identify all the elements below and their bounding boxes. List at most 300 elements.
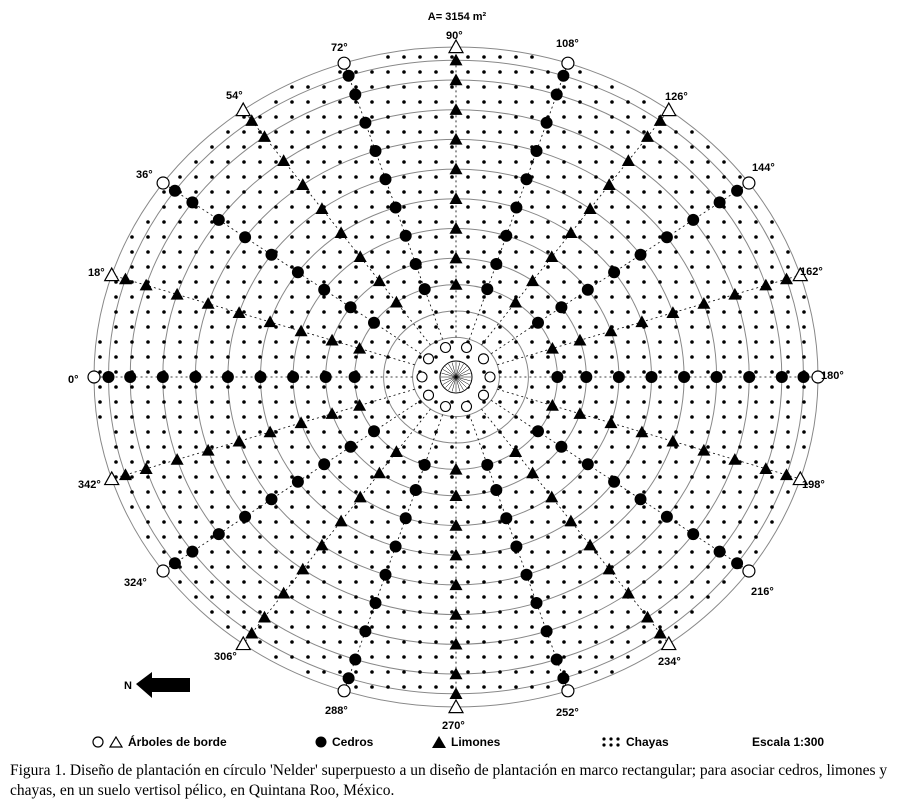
chaya-dot	[130, 310, 134, 314]
chaya-dot	[530, 130, 534, 134]
chaya-dot	[482, 175, 486, 179]
chaya-dot	[466, 325, 470, 329]
chaya-dot	[546, 190, 550, 194]
chaya-dot	[194, 535, 198, 539]
chaya-dot	[594, 340, 598, 344]
chaya-dot	[578, 250, 582, 254]
chaya-dot	[674, 205, 678, 209]
chaya-dot	[434, 115, 438, 119]
chaya-dot	[642, 115, 646, 119]
chaya-dot	[738, 505, 742, 509]
chaya-dot	[354, 565, 358, 569]
chaya-dot	[274, 265, 278, 269]
cedro-tree	[635, 493, 647, 505]
chaya-dot	[242, 580, 246, 584]
chaya-dot	[754, 265, 758, 269]
chaya-dot	[642, 205, 646, 209]
chaya-dot	[754, 490, 758, 494]
chaya-dot	[466, 100, 470, 104]
chaya-dot	[242, 160, 246, 164]
chaya-dot	[402, 460, 406, 464]
chaya-dot	[98, 400, 102, 404]
chaya-dot	[738, 475, 742, 479]
chaya-dot	[162, 400, 166, 404]
chaya-dot	[546, 220, 550, 224]
chaya-dot	[418, 310, 422, 314]
chaya-dot	[274, 415, 278, 419]
chaya-dot	[210, 325, 214, 329]
chaya-dot	[594, 355, 598, 359]
chaya-dot	[722, 430, 726, 434]
chaya-dot	[482, 145, 486, 149]
chaya-dot	[498, 205, 502, 209]
chaya-dot	[450, 490, 454, 494]
chaya-dot	[514, 310, 518, 314]
chaya-dot	[498, 535, 502, 539]
chaya-dot	[514, 145, 518, 149]
chaya-dot	[402, 670, 406, 674]
chaya-dot	[354, 460, 358, 464]
spoke-line	[491, 183, 749, 354]
chaya-dot	[546, 310, 550, 314]
chaya-dot	[658, 535, 662, 539]
chaya-dot	[210, 190, 214, 194]
chaya-dot	[130, 415, 134, 419]
chaya-dot	[786, 250, 790, 254]
chaya-dot	[466, 115, 470, 119]
chaya-dot	[482, 625, 486, 629]
chaya-dot	[658, 190, 662, 194]
limon-tree	[604, 325, 617, 337]
chaya-dot	[706, 385, 710, 389]
chaya-dot	[626, 355, 630, 359]
cedro-tree	[541, 117, 553, 129]
chaya-dot	[290, 355, 294, 359]
chaya-dot	[578, 655, 582, 659]
spoke-306	[236, 103, 430, 345]
chaya-dot	[450, 460, 454, 464]
chaya-dot	[226, 340, 230, 344]
cedro-tree	[532, 425, 544, 437]
chaya-dot	[786, 310, 790, 314]
chaya-dot	[338, 550, 342, 554]
chaya-dot	[610, 385, 614, 389]
chaya-dot	[130, 355, 134, 359]
limon-tree	[759, 462, 772, 474]
chaya-dot	[626, 205, 630, 209]
chaya-dot	[498, 385, 502, 389]
chaya-dot	[530, 640, 534, 644]
chaya-dot	[114, 460, 118, 464]
chaya-dot	[210, 295, 214, 299]
chaya-dot	[242, 130, 246, 134]
chaya-dot	[242, 625, 246, 629]
chaya-dot	[370, 505, 374, 509]
chaya-dot	[594, 595, 598, 599]
chaya-dot	[658, 280, 662, 284]
chaya-dot	[274, 580, 278, 584]
spoke-72	[338, 415, 442, 697]
chaya-dot	[146, 325, 150, 329]
chaya-dot	[594, 460, 598, 464]
chaya-dot	[322, 655, 326, 659]
chaya-dot	[130, 505, 134, 509]
angle-label-90: 90°	[446, 30, 463, 42]
chaya-dot	[354, 535, 358, 539]
chaya-dot	[434, 340, 438, 344]
chaya-dot	[354, 235, 358, 239]
chaya-dot	[178, 400, 182, 404]
chaya-dot	[210, 505, 214, 509]
chaya-dot	[738, 370, 742, 374]
chaya-dot	[754, 475, 758, 479]
cedro-tree	[124, 371, 136, 383]
chaya-dot	[482, 190, 486, 194]
chaya-dot	[738, 415, 742, 419]
chaya-dot	[642, 475, 646, 479]
chaya-dot	[210, 145, 214, 149]
chaya-dot	[162, 220, 166, 224]
chaya-dot	[386, 280, 390, 284]
chaya-dot	[706, 520, 710, 524]
chaya-dot	[802, 355, 806, 359]
chaya-dot	[514, 265, 518, 269]
limon-tree	[296, 178, 309, 190]
chaya-dot	[642, 625, 646, 629]
chaya-dot	[370, 580, 374, 584]
chaya-dot	[178, 490, 182, 494]
border-tree-circle	[338, 685, 350, 697]
chaya-dot	[194, 400, 198, 404]
chaya-dot	[434, 655, 438, 659]
chaya-dot	[482, 535, 486, 539]
chaya-dot	[194, 520, 198, 524]
limon-tree	[759, 279, 772, 291]
chaya-dot	[594, 85, 598, 89]
chaya-dot	[770, 460, 774, 464]
chaya-dot	[434, 610, 438, 614]
chaya-dot	[594, 670, 598, 674]
chaya-dot	[434, 100, 438, 104]
limon-tree	[326, 334, 339, 346]
chaya-dot	[578, 160, 582, 164]
chaya-dot	[610, 535, 614, 539]
chaya-dot	[530, 460, 534, 464]
chaya-dot	[418, 685, 422, 689]
chaya-dot	[658, 565, 662, 569]
chaya-dot	[466, 85, 470, 89]
chaya-dot	[706, 325, 710, 329]
chaya-dot	[482, 445, 486, 449]
chaya-dot	[658, 520, 662, 524]
chaya-dot	[610, 250, 614, 254]
limon-tree	[450, 463, 463, 475]
chaya-dot	[354, 610, 358, 614]
chaya-dot	[402, 220, 406, 224]
chaya-dot	[706, 160, 710, 164]
cedro-tree	[410, 484, 422, 496]
chaya-dot	[674, 565, 678, 569]
limon-tree	[450, 133, 463, 145]
chaya-dot	[578, 505, 582, 509]
chaya-dot	[114, 355, 118, 359]
chaya-dot	[690, 520, 694, 524]
chaya-dot	[722, 400, 726, 404]
chaya-dot	[210, 310, 214, 314]
cedro-tree	[551, 371, 563, 383]
chaya-dot	[402, 400, 406, 404]
chaya-dot	[802, 310, 806, 314]
chaya-dot	[754, 310, 758, 314]
chaya-dot	[210, 490, 214, 494]
chaya-dot	[370, 445, 374, 449]
chaya-dot	[418, 430, 422, 434]
chaya-dot	[194, 445, 198, 449]
chaya-dot	[626, 565, 630, 569]
chaya-dot	[418, 670, 422, 674]
chaya-dot	[226, 490, 230, 494]
chaya-dot	[786, 400, 790, 404]
chaya-dot	[306, 580, 310, 584]
chaya-dot	[610, 505, 614, 509]
chaya-dot	[354, 70, 358, 74]
chaya-dot	[466, 595, 470, 599]
chaya-dot	[290, 175, 294, 179]
limon-tree	[277, 587, 290, 599]
chaya-dot	[546, 430, 550, 434]
border-tree-circle	[743, 177, 755, 189]
chaya-dot	[738, 310, 742, 314]
chaya-dot	[226, 415, 230, 419]
chaya-dot	[610, 640, 614, 644]
chaya-dot	[450, 145, 454, 149]
chaya-dot	[306, 565, 310, 569]
chaya-dot	[386, 655, 390, 659]
chaya-dot	[530, 265, 534, 269]
chaya-dot	[466, 430, 470, 434]
cedro-tree	[292, 476, 304, 488]
chaya-dot	[674, 340, 678, 344]
chaya-dot	[466, 175, 470, 179]
chaya-dot	[594, 445, 598, 449]
chaya-dot	[194, 430, 198, 434]
chaya-dot	[562, 565, 566, 569]
chaya-dot	[594, 610, 598, 614]
chaya-dot	[210, 265, 214, 269]
cedro-tree	[213, 214, 225, 226]
chaya-dot	[258, 280, 262, 284]
chaya-dot	[258, 625, 262, 629]
chaya-dot	[690, 550, 694, 554]
chaya-dot	[402, 325, 406, 329]
chaya-dot	[530, 415, 534, 419]
limon-tree	[584, 539, 597, 551]
border-tree-triangle	[236, 637, 250, 650]
limon-tree	[335, 226, 348, 238]
chaya-dot	[546, 85, 550, 89]
chaya-dot	[418, 235, 422, 239]
chaya-dot	[194, 220, 198, 224]
chaya-dot	[546, 595, 550, 599]
chaya-dot	[450, 595, 454, 599]
chaya-dot	[210, 520, 214, 524]
chaya-dot	[306, 640, 310, 644]
chaya-dot	[162, 535, 166, 539]
chaya-dot	[562, 280, 566, 284]
chaya-dot	[338, 415, 342, 419]
border-tree-triangle	[449, 700, 463, 713]
chaya-dot	[610, 460, 614, 464]
chaya-dot	[786, 295, 790, 299]
border-tree-triangle	[662, 637, 676, 650]
chaya-dot	[434, 280, 438, 284]
chaya-dot	[514, 610, 518, 614]
limon-tree	[119, 468, 132, 480]
chaya-dot	[578, 445, 582, 449]
chaya-dot	[610, 370, 614, 374]
chaya-dot	[322, 265, 326, 269]
chaya-dot	[562, 535, 566, 539]
chaya-dot	[610, 130, 614, 134]
limon-tree	[315, 202, 328, 214]
chaya-dot	[546, 475, 550, 479]
chaya-dot	[610, 610, 614, 614]
chaya-dot	[658, 265, 662, 269]
chaya-dot	[562, 115, 566, 119]
chaya-dot	[354, 685, 358, 689]
chaya-dot	[546, 655, 550, 659]
chaya-dot	[402, 655, 406, 659]
chaya-dot	[530, 70, 534, 74]
north-arrow-icon	[136, 672, 190, 698]
chaya-dot	[402, 100, 406, 104]
chaya-dot	[786, 265, 790, 269]
chaya-dot	[482, 130, 486, 134]
chaya-dot	[706, 310, 710, 314]
chaya-dot	[514, 70, 518, 74]
chaya-dot	[354, 595, 358, 599]
chaya-dot	[690, 445, 694, 449]
chaya-dot	[642, 595, 646, 599]
chaya-dot	[530, 670, 534, 674]
chaya-dot	[578, 595, 582, 599]
chaya-dot	[434, 385, 438, 389]
chaya-dot	[306, 340, 310, 344]
chaya-dot	[466, 190, 470, 194]
chaya-dot	[418, 355, 422, 359]
chaya-dot	[530, 535, 534, 539]
chaya-dot	[274, 145, 278, 149]
chaya-dot	[162, 505, 166, 509]
angle-label-126: 126°	[665, 91, 688, 103]
chaya-dot	[386, 475, 390, 479]
chaya-dot	[402, 535, 406, 539]
chaya-dot	[306, 220, 310, 224]
chaya-dot	[466, 130, 470, 134]
chaya-dot	[242, 340, 246, 344]
chaya-dot	[434, 325, 438, 329]
chaya-dot	[738, 250, 742, 254]
cedro-tree	[419, 459, 431, 471]
chaya-dot	[418, 100, 422, 104]
chaya-dot	[514, 430, 518, 434]
chaya-dot	[146, 445, 150, 449]
chaya-dot	[594, 655, 598, 659]
limon-tree	[584, 202, 597, 214]
chaya-dot	[402, 505, 406, 509]
chaya-dot	[786, 355, 790, 359]
chaya-dot	[226, 610, 230, 614]
limon-tree	[140, 462, 153, 474]
chaya-dot	[482, 610, 486, 614]
chaya-dot	[498, 190, 502, 194]
chaya-dot	[434, 145, 438, 149]
chaya-dot	[98, 415, 102, 419]
chaya-dot	[146, 520, 150, 524]
cedro-tree	[345, 301, 357, 313]
chaya-dot	[322, 625, 326, 629]
chaya-dot	[786, 445, 790, 449]
chaya-dot	[418, 220, 422, 224]
chaya-dot	[594, 475, 598, 479]
chaya-dot	[114, 340, 118, 344]
cedro-tree	[532, 317, 544, 329]
spoke-line	[163, 400, 421, 571]
chaya-dot	[386, 445, 390, 449]
angle-label-288: 288°	[325, 705, 348, 717]
chaya-dot	[418, 655, 422, 659]
cedro-tree	[776, 371, 788, 383]
chaya-dot	[594, 235, 598, 239]
chaya-dot	[578, 130, 582, 134]
chaya-dot	[706, 445, 710, 449]
chaya-dot	[642, 130, 646, 134]
chaya-dot	[466, 160, 470, 164]
chaya-dot	[690, 130, 694, 134]
limon-tree	[264, 315, 277, 327]
chaya-dot	[626, 400, 630, 404]
chaya-dot	[226, 145, 230, 149]
chaya-dot	[546, 355, 550, 359]
chaya-dot	[482, 565, 486, 569]
chaya-dot	[306, 595, 310, 599]
chaya-dot	[562, 520, 566, 524]
chaya-dot	[738, 280, 742, 284]
chaya-dot	[434, 250, 438, 254]
limon-tree	[171, 453, 184, 465]
chaya-dot	[290, 115, 294, 119]
chaya-dot	[242, 280, 246, 284]
chaya-dot	[274, 400, 278, 404]
chaya-dot	[178, 580, 182, 584]
chaya-dot	[658, 610, 662, 614]
chaya-dot	[130, 400, 134, 404]
chaya-dot	[530, 310, 534, 314]
chaya-dot	[450, 685, 454, 689]
cedro-tree	[186, 196, 198, 208]
chaya-dot	[690, 160, 694, 164]
chaya-dot	[498, 130, 502, 134]
chaya-dot	[562, 610, 566, 614]
chaya-dot	[738, 235, 742, 239]
chaya-dot	[434, 85, 438, 89]
chaya-dot	[498, 475, 502, 479]
chaya-dot	[690, 190, 694, 194]
chaya-dot	[402, 160, 406, 164]
chaya-dot	[562, 655, 566, 659]
chaya-dot	[258, 340, 262, 344]
chaya-dot	[306, 130, 310, 134]
